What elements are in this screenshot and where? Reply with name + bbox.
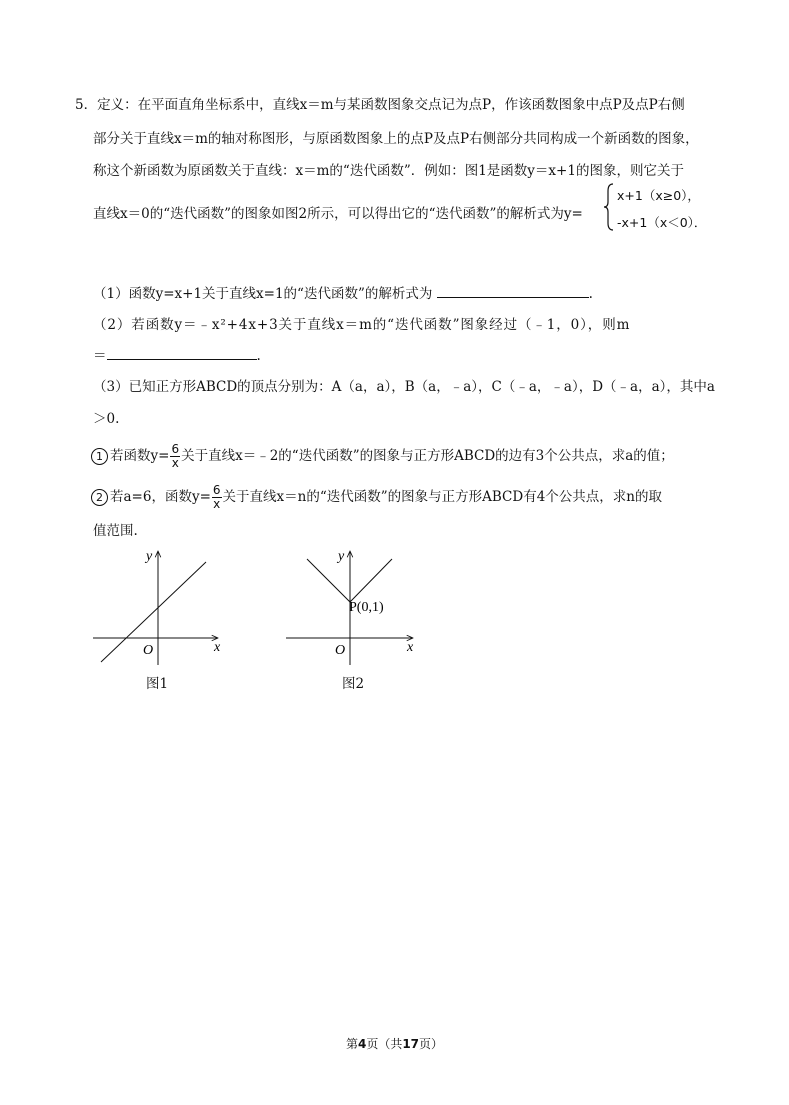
page-footer — [0, 1035, 789, 1052]
piecewise-brace — [604, 183, 614, 231]
problem-number: 5． — [75, 97, 98, 113]
question-3-line2: ＞0. — [93, 411, 120, 427]
question-1-end: . — [588, 286, 593, 302]
figure-1-caption: 图1 — [146, 676, 169, 692]
fig2-y-label: y — [338, 549, 345, 564]
fig1-y-label: y — [146, 549, 153, 564]
fig1-line-graph — [101, 562, 206, 662]
sub-question-1 — [91, 443, 674, 470]
question-1 — [93, 283, 593, 303]
sub-2-pre: 若a=6，函数y= — [110, 489, 211, 505]
answer-blank-1[interactable] — [437, 283, 589, 298]
fraction-numerator: 6 — [171, 442, 180, 456]
sub-2-post: 关于直线x＝n的“迭代函数”的图象与正方形ABCD有4个公共点，求n的取 — [222, 489, 662, 505]
piecewise-bottom: -x+1（x＜0）． — [617, 215, 707, 230]
sub-1-post: 关于直线x＝﹣2的“迭代函数”的图象与正方形ABCD的边有3个公共点，求a的值； — [181, 448, 674, 464]
answer-blank-2[interactable] — [107, 345, 257, 360]
intro-text-1: 定义：在平面直角坐标系中，直线x＝m与某函数图象交点记为点P，作该函数图象中点P及点P右侧 — [97, 97, 685, 113]
fig2-x-label: x — [407, 640, 414, 655]
fraction-6-over-x — [212, 484, 222, 511]
fraction-numerator: 6 — [212, 483, 221, 497]
fig2-point-label: P(0,1) — [349, 600, 384, 615]
problem-intro-line1 — [75, 96, 685, 114]
fig2-origin-label: O — [335, 643, 346, 658]
question-3: （3）已知正方形ABCD的顶点分别为：A（a，a），B（a，﹣a），C（﹣a，﹣a），D（﹣a，a），其中a — [93, 379, 715, 395]
question-2-line2 — [93, 345, 261, 365]
fig1-x-label: x — [214, 640, 221, 655]
circled-number-2: 2 — [91, 489, 108, 506]
problem-intro-line3: 称这个新函数为原函数关于直线：x＝m的“迭代函数”．例如：图1是函数y＝x+1的图象，则它关于 — [93, 163, 684, 179]
sub-1-pre: 若函数y= — [110, 448, 170, 464]
problem-intro-line4: 直线x＝0的“迭代函数”的图象如图2所示，可以得出它的“迭代函数”的解析式为y= — [93, 206, 583, 222]
footer-total-pages: 17 — [402, 1037, 420, 1051]
question-2: （2）若函数y＝﹣x²+4x+3关于直线x＝m的“迭代函数”图象经过（﹣1，0），则m — [93, 317, 631, 333]
question-2-end: . — [256, 348, 261, 364]
fraction-6-over-x — [170, 443, 180, 470]
fraction-denominator: x — [213, 497, 221, 511]
sub-question-2-line2: 值范围. — [93, 523, 138, 539]
footer-page-number: 4 — [357, 1037, 367, 1051]
problem-intro-line2: 部分关于直线x＝m的轴对称图形，与原函数图象上的点P及点P右侧部分共同构成一个新函数的图象， — [93, 131, 699, 147]
figure-2 — [283, 545, 423, 670]
footer-post: 页） — [419, 1037, 444, 1051]
sub-question-2 — [91, 484, 662, 511]
footer-pre: 第 — [345, 1037, 358, 1051]
question-2-eq: ＝ — [93, 348, 107, 364]
circled-number-1: 1 — [91, 448, 108, 465]
question-1-text: （1）函数y=x+1关于直线x=1的“迭代函数”的解析式为 — [93, 286, 433, 302]
fraction-denominator: x — [171, 456, 179, 470]
footer-mid: 页（共 — [366, 1037, 403, 1051]
fig1-origin-label: O — [143, 643, 154, 658]
piecewise-top: x+1（x≥0）， — [617, 188, 700, 203]
figure-2-caption: 图2 — [342, 676, 365, 692]
figure-1 — [88, 545, 228, 670]
